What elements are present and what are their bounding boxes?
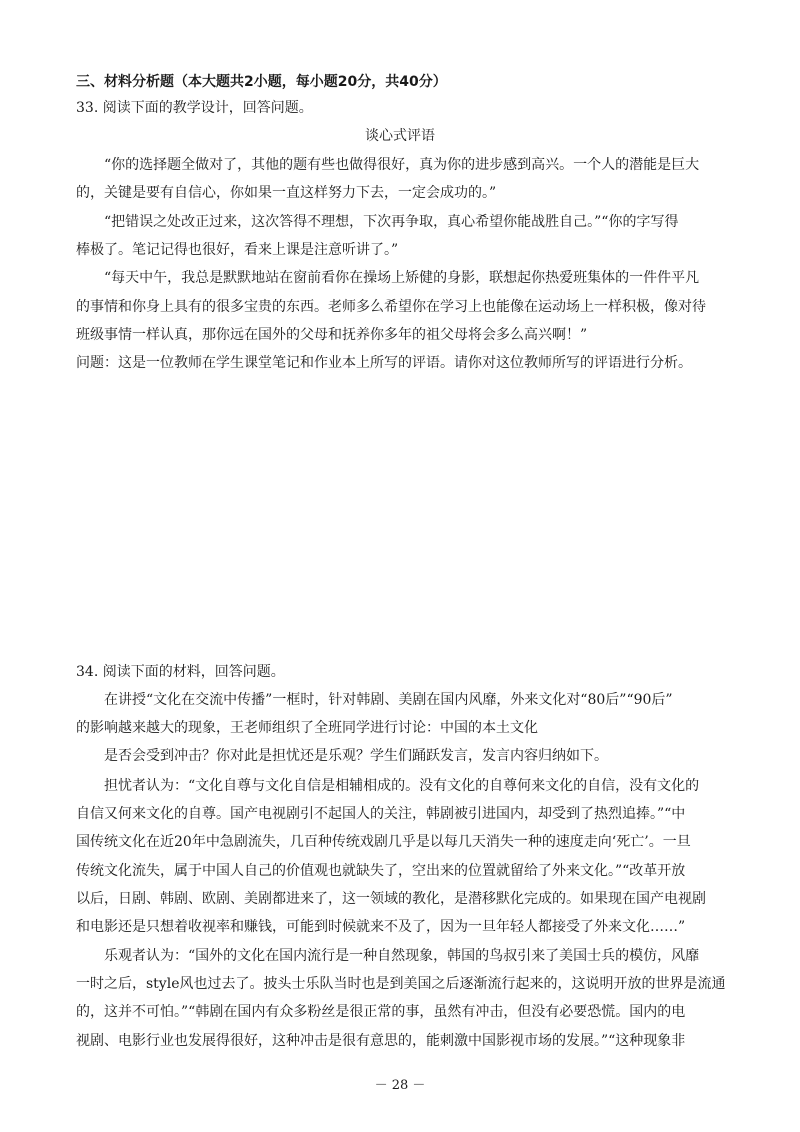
q34-line: 在讲授“文化在交流中传播”一框时，针对韩剧、美剧在国内风靡，外来文化对“80后”“90后” bbox=[104, 692, 673, 708]
q33-line: 的事情和你身上具有的很多宝贵的东西。老师多么希望你在学习上也能像在运动场上一样积极，像对待 bbox=[76, 299, 706, 315]
q34-line: 以后，日剧、韩剧、欧剧、美剧都进来了，这一领域的教化，是潜移默化完成的。如果现在国产电视剧 bbox=[76, 891, 706, 907]
q34-line: 的影响越来越大的现象，王老师组织了全班同学进行讨论：中国的本土文化 bbox=[76, 720, 538, 736]
q34-line: 国传统文化在近20年中急剧流失，几百种传统戏剧几乎是以每几天消失一种的速度走向‘死亡’。一旦 bbox=[76, 834, 691, 850]
q34-line: 担忧者认为：“文化自尊与文化自信是相辅相成的。没有文化的自尊何来文化的自信，没有文化的 bbox=[104, 778, 700, 794]
question-33-title: 谈心式评语 bbox=[365, 128, 435, 144]
q33-line: “你的选择题全做对了，其他的题有些也做得很好，真为你的进步感到高兴。一个人的潜能是巨大 bbox=[104, 157, 700, 173]
q34-line: 自信又何来文化的自尊。国产电视剧引不起国人的关注，韩剧被引进国内，却受到了热烈追捧。”“中 bbox=[76, 806, 686, 822]
question-33-stem: 33. 阅读下面的教学设计，回答问题。 bbox=[76, 100, 313, 116]
question-33-prompt: 问题：这是一位教师在学生课堂笔记和作业本上所写的评语。请你对这位教师所写的评语进行分析。 bbox=[76, 355, 692, 371]
q34-line: 传统文化流失，属于中国人自己的价值观也就缺失了，空出来的位置就留给了外来文化。”“改革开放 bbox=[76, 863, 686, 879]
q34-line: 的，这并不可怕。”“韩剧在国内有众多粉丝是很正常的事，虽然有冲击，但没有必要恐慌。国内的电 bbox=[76, 1004, 686, 1020]
page-number: － 28 － bbox=[374, 1078, 426, 1093]
q33-line: “把错误之处改正过来，这次答得不理想，下次再争取，真心希望你能战胜自己。”“你的字写得 bbox=[104, 214, 679, 230]
q34-line: 和电影还是只想着收视率和赚钱，可能到时候就来不及了，因为一旦年轻人都接受了外来文化……” bbox=[76, 919, 686, 935]
question-34-stem: 34. 阅读下面的材料，回答问题。 bbox=[76, 664, 285, 680]
q33-line: “每天中午，我总是默默地站在窗前看你在操场上矫健的身影，联想起你热爱班集体的一件件平凡 bbox=[104, 270, 700, 286]
q34-line: 一时之后，style风也过去了。披头士乐队当时也是到美国之后逐渐流行起来的，这说明开放的世界是流通 bbox=[76, 976, 726, 992]
q34-line: 是否会受到冲击？你对此是担忧还是乐观？学生们踊跃发言，发言内容归纳如下。 bbox=[104, 748, 608, 764]
q34-line: 视剧、电影行业也发展得很好，这种冲击是很有意思的，能刺激中国影视市场的发展。”“这种现象非 bbox=[76, 1033, 686, 1049]
q34-line: 乐观者认为：“国外的文化在国内流行是一种自然现象，韩国的鸟叔引来了美国士兵的模仿，风靡 bbox=[104, 948, 700, 964]
q33-line: 班级事情一样认真，那你远在国外的父母和抚养你多年的祖父母将会多么高兴啊！” bbox=[76, 327, 588, 343]
q33-line: 棒极了。笔记记得也很好，看来上课是注意听讲了。” bbox=[76, 242, 399, 258]
section-heading: 三、材料分析题（本大题共2小题，每小题20分，共40分） bbox=[76, 74, 447, 90]
q33-line: 的，关键是要有自信心，你如果一直这样努力下去，一定会成功的。” bbox=[76, 185, 497, 201]
